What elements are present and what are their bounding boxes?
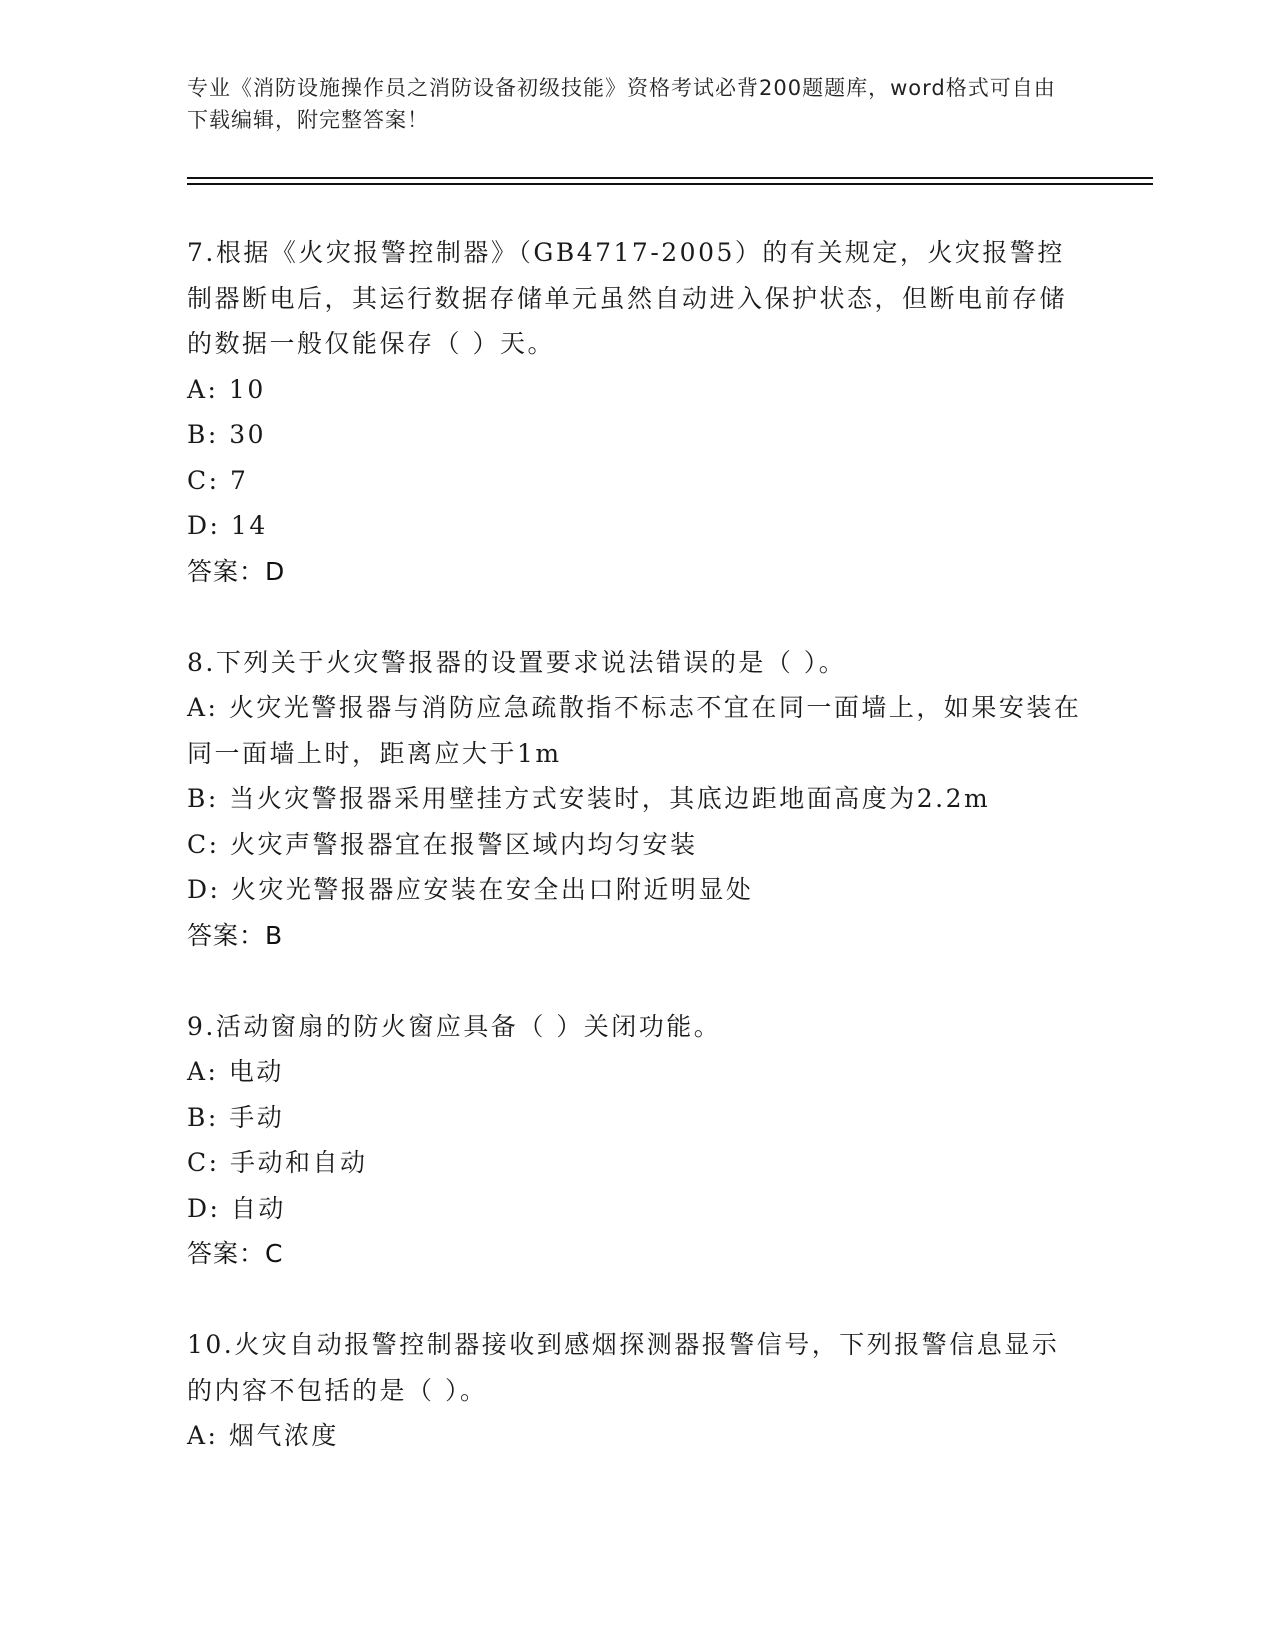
option-c: C: 火灾声警报器宜在报警区域内均匀安装 [187, 829, 698, 859]
question-list [187, 230, 1087, 1459]
option-b: B: 手动 [187, 1102, 285, 1132]
question-9 [187, 1004, 1087, 1277]
option-c: C: 7 [187, 465, 249, 495]
answer-line: 答案：C [187, 1239, 284, 1268]
document-header: 专业《消防设施操作员之消防设备初级技能》资格考试必背200题题库，word格式可自由下载编辑，附完整答案！ [187, 76, 1056, 132]
question-spacer [187, 958, 1087, 1004]
header-rule-top [187, 177, 1153, 179]
question-stem: 8.下列关于火灾警报器的设置要求说法错误的是（ ）。 [187, 647, 847, 677]
option-c: C: 手动和自动 [187, 1148, 368, 1177]
option-d: D: 14 [187, 511, 268, 540]
answer-line: 答案：B [187, 920, 284, 950]
answer-line: 答案：D [187, 556, 286, 586]
question-8 [187, 640, 1087, 959]
question-spacer [187, 1277, 1087, 1323]
question-stem: 7.根据《火灾报警控制器》（GB4717-2005）的有关规定，火灾报警控制器断电后，其运行数据存储单元虽然自动进入保护状态，但断电前存储的数据一般仅能保存（ ）天。 [187, 238, 1068, 358]
option-a: A: 火灾光警报器与消防应急疏散指不标志不宜在同一面墙上，如果安装在同一面墙上时，距离应大于1m [187, 693, 1082, 768]
question-stem: 10.火灾自动报警控制器接收到感烟探测器报警信号，下列报警信息显示的内容不包括的是（ ）。 [187, 1330, 1060, 1405]
option-b: B: 30 [187, 420, 267, 449]
question-spacer [187, 594, 1087, 640]
option-a: A: 电动 [187, 1057, 284, 1086]
option-a: A: 烟气浓度 [187, 1421, 339, 1450]
option-b: B: 当火灾警报器采用壁挂方式安装时，其底边距地面高度为2.2m [187, 784, 991, 813]
option-d: D: 自动 [187, 1193, 286, 1223]
question-stem: 9.活动窗扇的防火窗应具备（ ）关闭功能。 [187, 1011, 722, 1041]
question-10 [187, 1322, 1087, 1459]
question-7 [187, 230, 1087, 594]
header-rule-bottom [187, 183, 1153, 185]
option-a: A: 10 [187, 374, 266, 404]
option-d: D: 火灾光警报器应安装在安全出口附近明显处 [187, 875, 754, 904]
